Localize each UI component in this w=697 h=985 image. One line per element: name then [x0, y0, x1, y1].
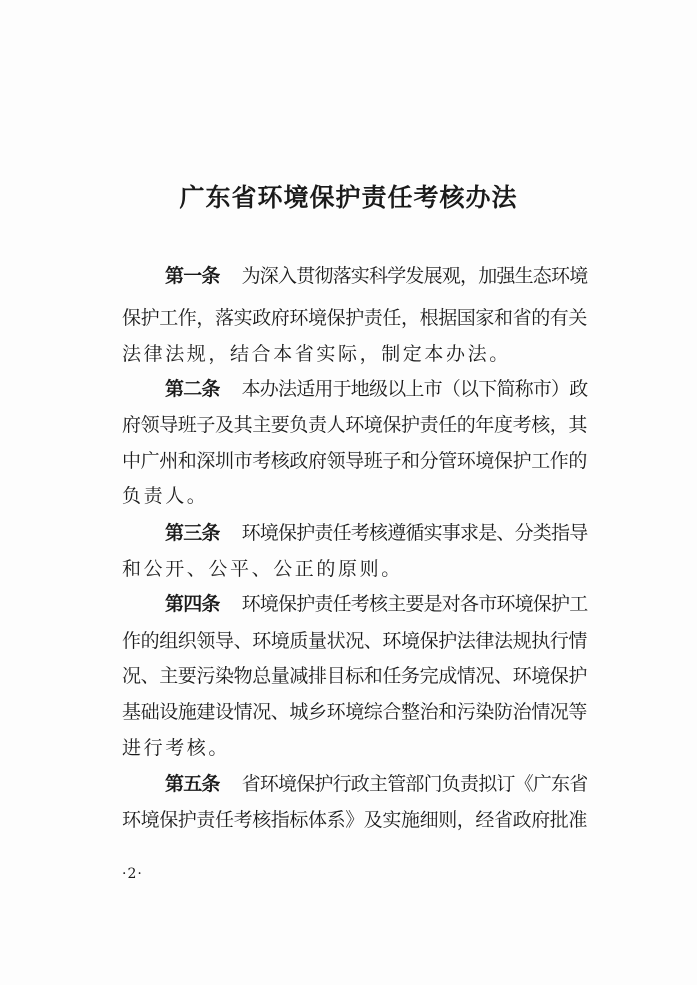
article-1-label: 第一条 — [165, 265, 220, 287]
article-5-line-1 — [165, 770, 587, 798]
article-2-line-2: 府领导班子及其主要负责人环境保护责任的年度考核，其 — [122, 414, 588, 436]
article-2-line-3: 中广州和深圳市考核政府领导班子和分管环境保护工作的 — [122, 450, 588, 472]
document-title: 广东省环境保护责任考核办法 — [179, 183, 518, 212]
article-4-text-1: 环境保护责任考核主要是对各市环境保护工 — [241, 593, 588, 615]
article-2-label: 第二条 — [165, 378, 220, 400]
article-2-text-1: 本办法适用于地级以上市（以下简称市）政 — [241, 378, 588, 400]
article-5-text-1: 省环境保护行政主管部门负责拟订《广东省 — [241, 773, 588, 795]
article-3-text-1: 环境保护责任考核遵循实事求是、分类指导 — [241, 522, 588, 544]
article-4-line-2: 作的组织领导、环境质量状况、环境保护法律法规执行情 — [122, 630, 588, 652]
article-3-line-1 — [165, 519, 587, 547]
article-1-text-1: 为深入贯彻落实科学发展观，加强生态环境 — [241, 265, 588, 287]
article-1-line-3: 法律法规，结合本省实际，制定本办法。 — [122, 343, 511, 365]
article-5-label: 第五条 — [165, 773, 220, 795]
article-3-line-2: 和公开、公平、公正的原则。 — [122, 558, 403, 580]
article-5-line-2: 环境保护责任考核指标体系》及实施细则，经省政府批准 — [122, 809, 588, 831]
article-3-label: 第三条 — [165, 522, 220, 544]
article-2-line-1 — [165, 375, 587, 403]
article-4-label: 第四条 — [165, 593, 220, 615]
article-4-line-3: 况、主要污染物总量减排目标和任务完成情况、环境保护 — [122, 665, 588, 687]
article-4-line-5: 进行考核。 — [122, 737, 231, 759]
page-number: ·2· — [122, 866, 143, 882]
article-4-line-4: 基础设施建设情况、城乡环境综合整治和污染防治情况等 — [122, 701, 588, 723]
article-1-line-1 — [165, 262, 587, 290]
article-4-line-1 — [165, 590, 587, 618]
article-1-line-2: 保护工作，落实政府环境保护责任，根据国家和省的有关 — [122, 307, 588, 329]
article-2-line-4: 负责人。 — [122, 485, 209, 507]
